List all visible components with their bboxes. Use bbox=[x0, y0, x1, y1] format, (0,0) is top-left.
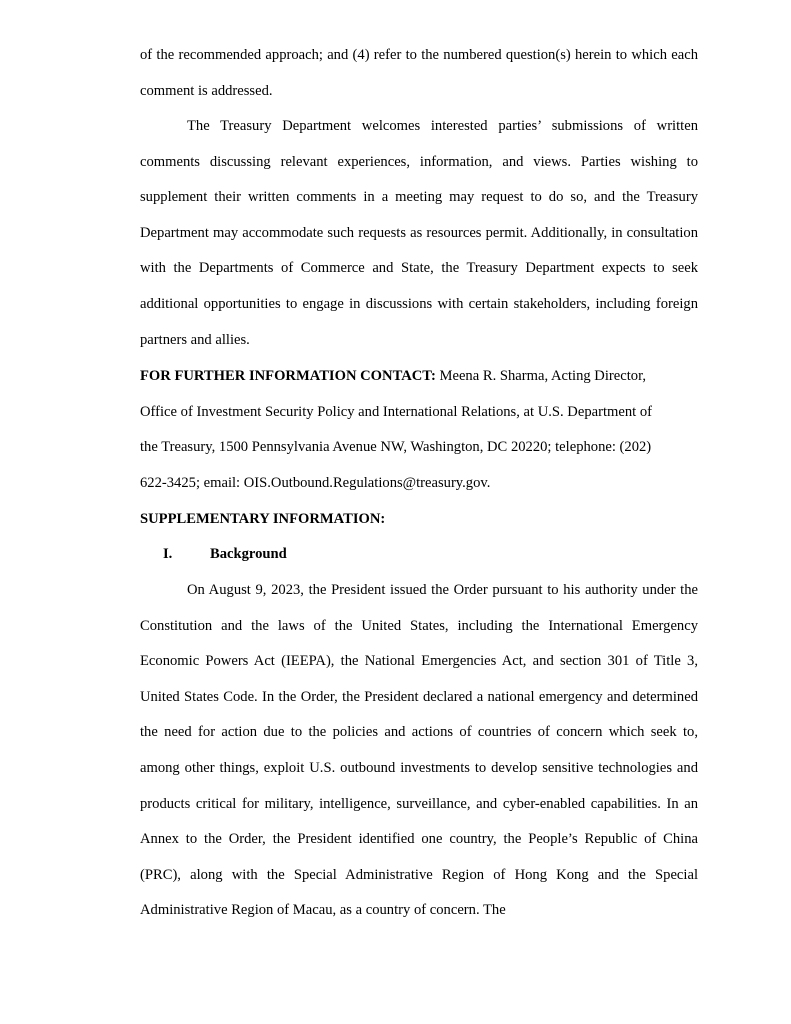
section-title: Background bbox=[210, 546, 287, 562]
paragraph-welcome-text: The Treasury Department welcomes interested parties’ submissions of written comments discussing relevant experiences, information, and views. Parties wishing to supplement their written comments in a meeting may request to do so, and the Treasury Department may accommodate such requests as resources permit. Additionally, in consultation with the Departments of Commerce and State, the Treasury Department expects to seek additional opportunities to engage in discussions with certain stakeholders, including foreign partners and allies. bbox=[140, 118, 698, 348]
paragraph-background bbox=[140, 573, 698, 929]
contact-label: FOR FURTHER INFORMATION CONTACT: bbox=[140, 368, 436, 384]
contact-line-1 bbox=[140, 359, 698, 395]
section-heading-text bbox=[140, 537, 698, 573]
contact-line-3: the Treasury, 1500 Pennsylvania Avenue NW, Washington, DC 20220; telephone: (202) bbox=[140, 439, 652, 456]
section-heading-background bbox=[140, 537, 698, 573]
supplementary-heading bbox=[140, 502, 698, 538]
paragraph-continuation bbox=[140, 38, 698, 109]
section-number: I. bbox=[163, 546, 173, 562]
contact-line-2: Office of Investment Security Policy and International Relations, at U.S. Department of bbox=[140, 403, 652, 420]
paragraph-background-text: On August 9, 2023, the President issued the Order pursuant to his authority under the Constitution and the laws of the United States, including the International Emergency Economic Powers Act (IEEPA), the National Emergencies Act, and section 301 of Title 3, United States Code. In the Order, the President declared a national emergency and determined the need for action due to the policies and actions of countries of concern which seek to, among other things, exploit U.S. outbound investments to develop sensitive technologies and products critical for military, intelligence, surveillance, and cyber-enabled capabilities. In an Annex to the Order, the President identified one country, the People’s Republic of China (PRC), along with the Special Administrative Region of Hong Kong and the Special Administrative Region of Macau, as a country of concern. The bbox=[140, 582, 698, 919]
contact-name-title: Meena R. Sharma, Acting Director, bbox=[439, 368, 646, 384]
contact-section bbox=[140, 359, 698, 501]
paragraph-continuation-text: of the recommended approach; and (4) refer to the numbered question(s) herein to which each comment is addressed. bbox=[140, 47, 698, 99]
contact-line-4: 622-3425; email: OIS.Outbound.Regulations@treasury.gov. bbox=[140, 474, 491, 491]
supplementary-heading-text: SUPPLEMENTARY INFORMATION: bbox=[140, 511, 386, 527]
paragraph-welcome bbox=[140, 109, 698, 358]
